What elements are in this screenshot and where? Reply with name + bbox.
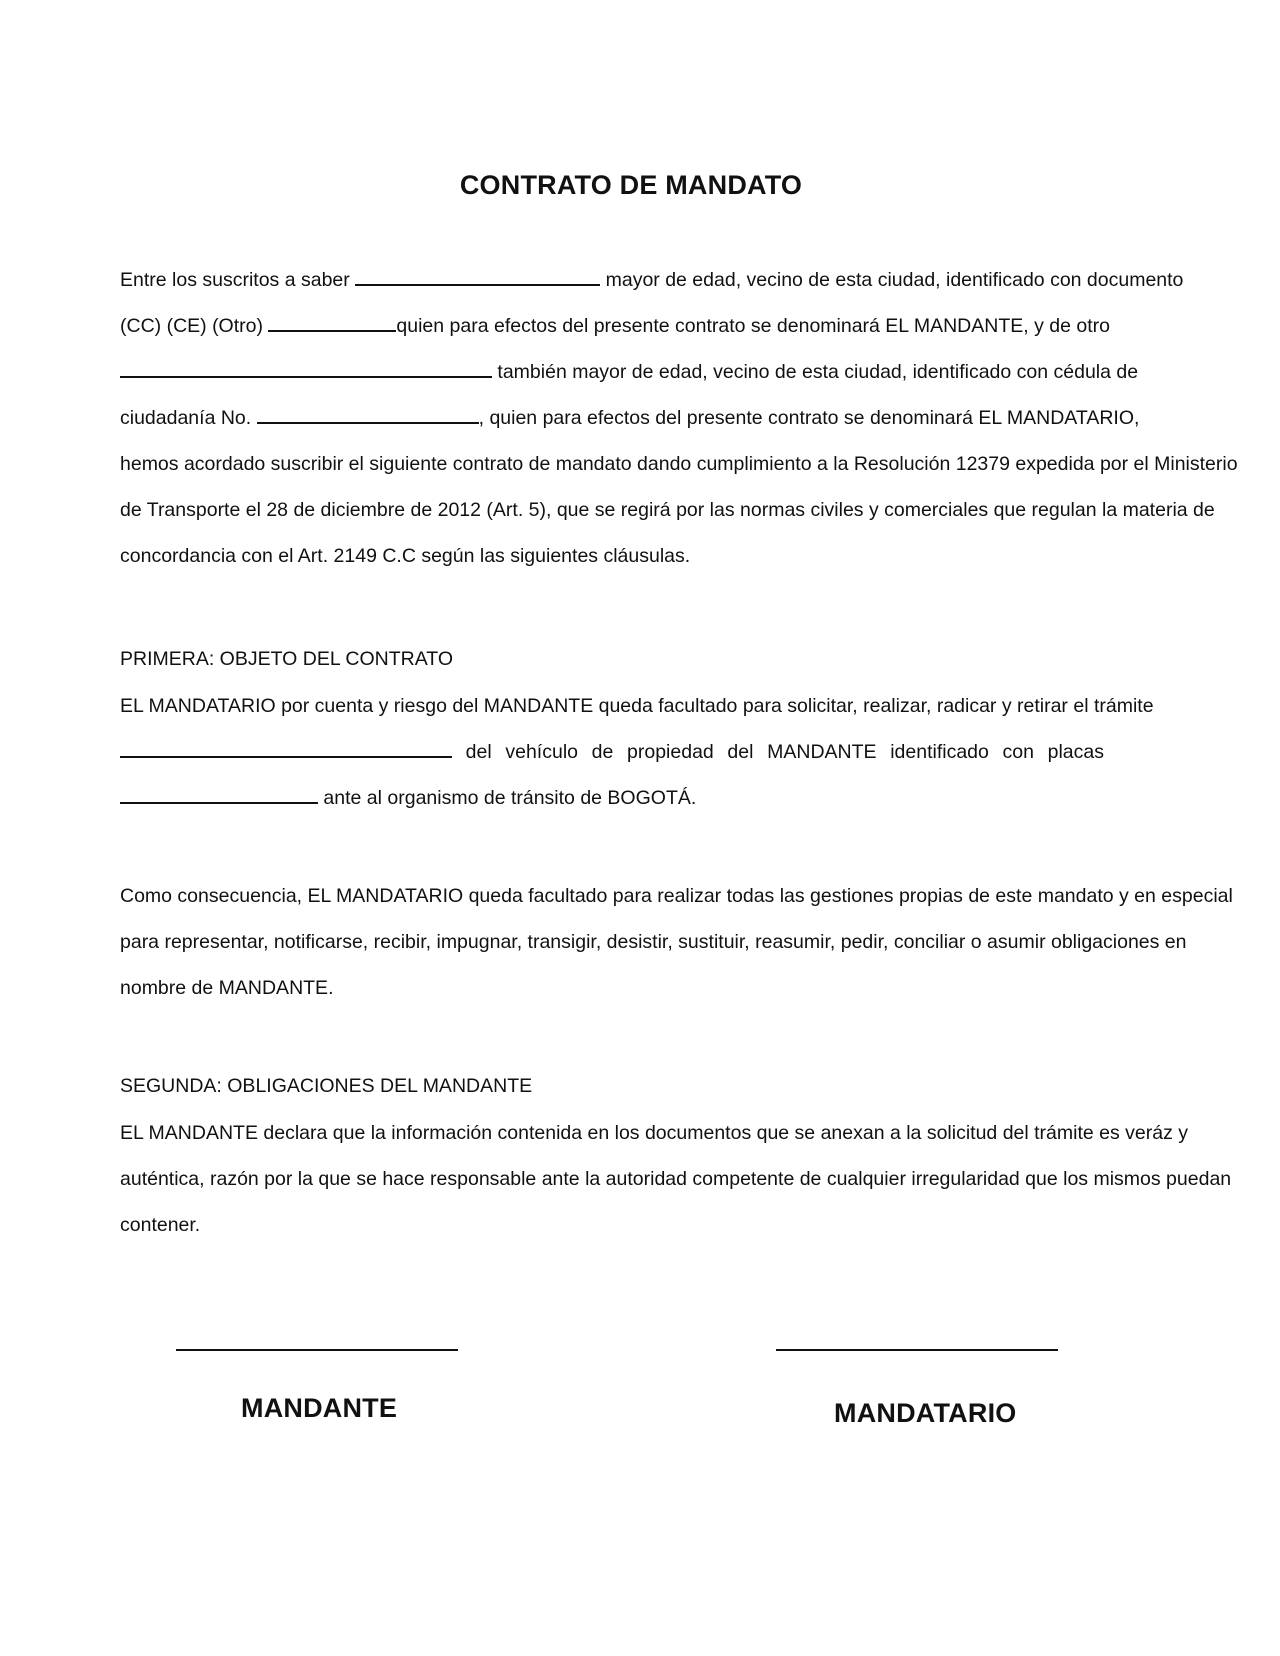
consequence-line-1: Como consecuencia, EL MANDATARIO queda facultado para realizar todas las gestiones propias de este mandato y en especial — [120, 885, 1233, 907]
intro-line-3: también mayor de edad, vecino de esta ciudad, identificado con cédula de — [120, 349, 1104, 395]
mandante-signature-line[interactable] — [176, 1349, 458, 1351]
intro-line-1: Entre los suscritos a saber mayor de edad, vecino de esta ciudad, identificado con documento — [120, 257, 1104, 303]
name-blank-mandante[interactable] — [355, 266, 600, 286]
intro-line-4: ciudadanía No. , quien para efectos del presente contrato se denominará EL MANDATARIO, — [120, 395, 1104, 441]
cedula-number-blank[interactable] — [257, 404, 479, 424]
clause2-paragraph — [120, 1110, 1232, 1248]
placas-blank[interactable] — [120, 784, 318, 804]
intro-paragraph — [120, 257, 1238, 579]
consequence-line-2: para representar, notificarse, recibir, impugnar, transigir, desistir, sustituir, reasumir, pedir, conciliar o asumir obligaciones en — [120, 931, 1187, 953]
clause1-line-1: EL MANDATARIO por cuenta y riesgo del MANDANTE queda facultado para solicitar, realizar, radicar y retirar el trámite — [120, 695, 1154, 717]
tramite-blank[interactable] — [120, 738, 452, 758]
clause1-line-2: del vehículo de propiedad del MANDANTE identificado con placas — [120, 729, 1104, 775]
name-blank-mandatario[interactable] — [120, 358, 492, 378]
intro-line-7: concordancia con el Art. 2149 C.C según las siguientes cláusulas. — [120, 545, 691, 567]
clause1-paragraph — [120, 683, 1154, 821]
clause2-line-2: auténtica, razón por la que se hace responsable ante la autoridad competente de cualquier irregularidad que los mismos puedan — [120, 1168, 1232, 1190]
clause2-line-3: contener. — [120, 1214, 201, 1236]
consequence-line-3: nombre de MANDANTE. — [120, 977, 334, 999]
document-title: CONTRATO DE MANDATO — [459, 170, 803, 200]
clause2-line-1: EL MANDANTE declara que la información contenida en los documentos que se anexan a la solicitud del trámite es veráz y — [120, 1122, 1189, 1144]
intro-line-5: hemos acordado suscribir el siguiente contrato de mandato dando cumplimiento a la Resolución 12379 expedida por el Ministerio — [120, 453, 1238, 475]
clause1-consequence-paragraph — [120, 873, 1233, 1011]
clause1-heading: PRIMERA: OBJETO DEL CONTRATO — [120, 648, 453, 670]
mandatario-signature-line[interactable] — [776, 1349, 1058, 1351]
clause2-heading: SEGUNDA: OBLIGACIONES DEL MANDANTE — [120, 1075, 533, 1097]
mandatario-signature-label: MANDATARIO — [834, 1398, 1017, 1428]
intro-line-2: (CC) (CE) (Otro) quien para efectos del presente contrato se denominará EL MANDANTE, y de otro — [120, 303, 1104, 349]
document-number-blank[interactable] — [268, 312, 396, 332]
intro-line-6: de Transporte el 28 de diciembre de 2012 (Art. 5), que se regirá por las normas civiles y comerciales que regulan la materia de — [120, 499, 1215, 521]
clause1-line-3: ante al organismo de tránsito de BOGOTÁ. — [120, 775, 1104, 821]
mandante-signature-label: MANDANTE — [241, 1393, 398, 1423]
